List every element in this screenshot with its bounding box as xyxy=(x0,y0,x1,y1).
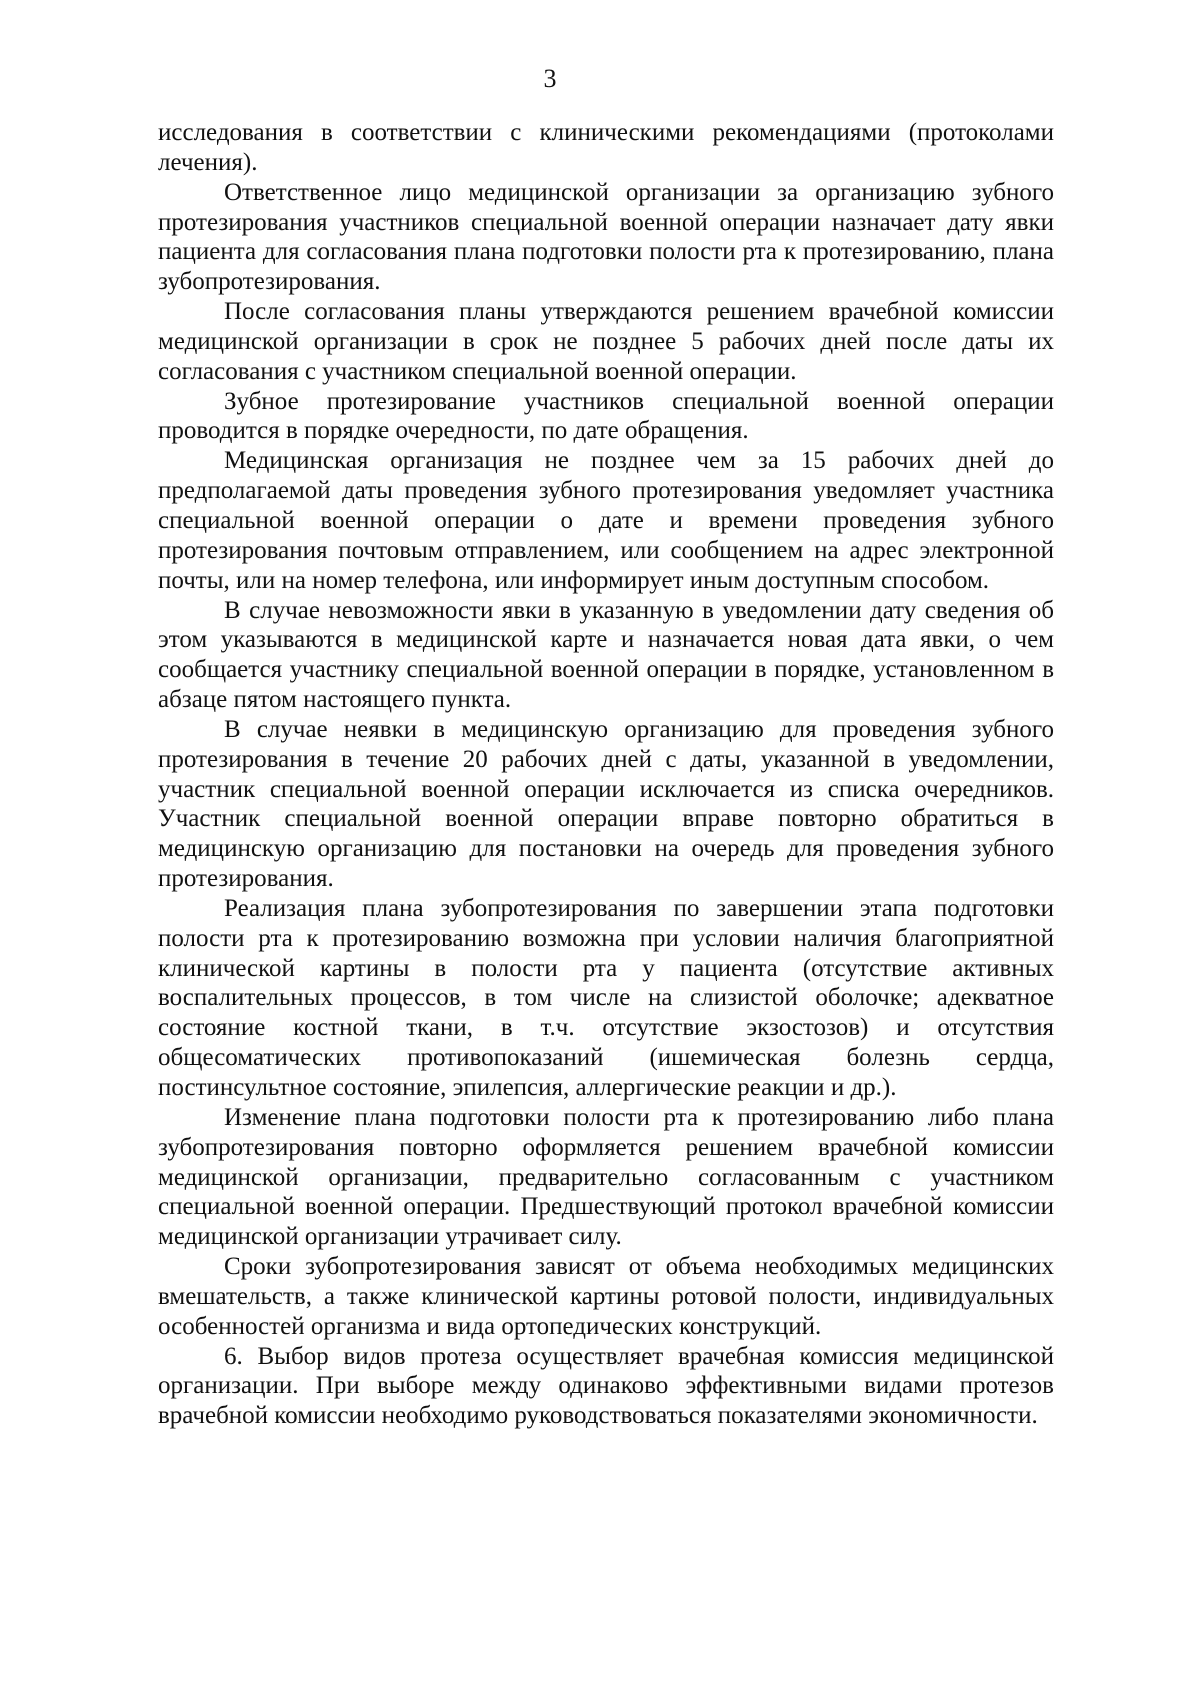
paragraph-exclusion-from-queue: В случае неявки в медицинскую организацию для проведения зубного протезирования в течение 20 рабочих дней с даты, указанной в уведомлении, участник специальной военной операции исключается из списка очередников. Участник специальной военной операции вправе повторно обратиться в медицинскую организацию для постановки на очередь для проведения зубного протезирования. xyxy=(158,715,1054,893)
paragraph-no-show-rescheduling: В случае невозможности явки в указанную в уведомлении дату сведения об этом указываются в медицинской карте и назначается новая дата явки, о чем сообщается участнику специальной военной операции в порядке, установленном в абзаце пятом настоящего пункта. xyxy=(158,596,1054,714)
paragraph-responsible-person: Ответственное лицо медицинской организации за организацию зубного протезирования участников специальной военной операции назначает дату явки пациента для согласования плана подготовки полости рта к протезированию, плана зубопротезирования. xyxy=(158,178,1054,296)
page-number: 3 xyxy=(543,64,557,93)
paragraph-queue-order: Зубное протезирование участников специальной военной операции проводится в порядке очередности, по дате обращения. xyxy=(158,387,1054,445)
paragraph-timelines: Сроки зубопротезирования зависят от объема необходимых медицинских вмешательств, а также клинической картины ротовой полости, индивидуальных особенностей организма и вида ортопедических конструкций. xyxy=(158,1253,1054,1340)
paragraph-clause-6-prosthesis-choice: 6. Выбор видов протеза осуществляет врачебная комиссия медицинской организации. При выборе между одинаково эффективными видами протезов врачебной комиссии необходимо руководствоваться показателями экономичности. xyxy=(158,1342,1054,1430)
paragraph-notification: Медицинская организация не позднее чем за 15 рабочих дней до предполагаемой даты проведения зубного протезирования уведомляет участника специальной военной операции о дате и времени проведения зубного протезирования почтовым отправлением, или сообщением на адрес электронной почты, или на номер телефона, или информирует иным доступным способом. xyxy=(158,447,1054,594)
paragraph-plan-implementation: Реализация плана зубопротезирования по завершении этапа подготовки полости рта к протезированию возможна при условии наличия благоприятной клинической картины в полости рта у пациента (отсутствие активных воспалительных процессов, в том числе на слизистой оболочке; адекватное состояние костной ткани, в т.ч. отсутствие экзостозов) и отсутствия общесоматических противопоказаний (ишемическая болезнь сердца, постинсультное состояние, эпилепсия, аллергические реакции и др.). xyxy=(158,894,1054,1101)
paragraph-plan-change: Изменение плана подготовки полости рта к протезированию либо плана зубопротезирования повторно оформляется решением врачебной комиссии медицинской организации, предварительно согласованным с участником специальной военной операции. Предшествующий протокол врачебной комиссии медицинской организации утрачивает силу. xyxy=(158,1103,1054,1251)
paragraph-plan-approval: После согласования планы утверждаются решением врачебной комиссии медицинской организации в срок не позднее 5 рабочих дней после даты их согласования с участником специальной военной операции. xyxy=(158,298,1054,385)
paragraph-continuation: исследования в соответствии с клиническими рекомендациями (протоколами лечения). xyxy=(158,119,1054,176)
document-body xyxy=(158,118,1054,1431)
